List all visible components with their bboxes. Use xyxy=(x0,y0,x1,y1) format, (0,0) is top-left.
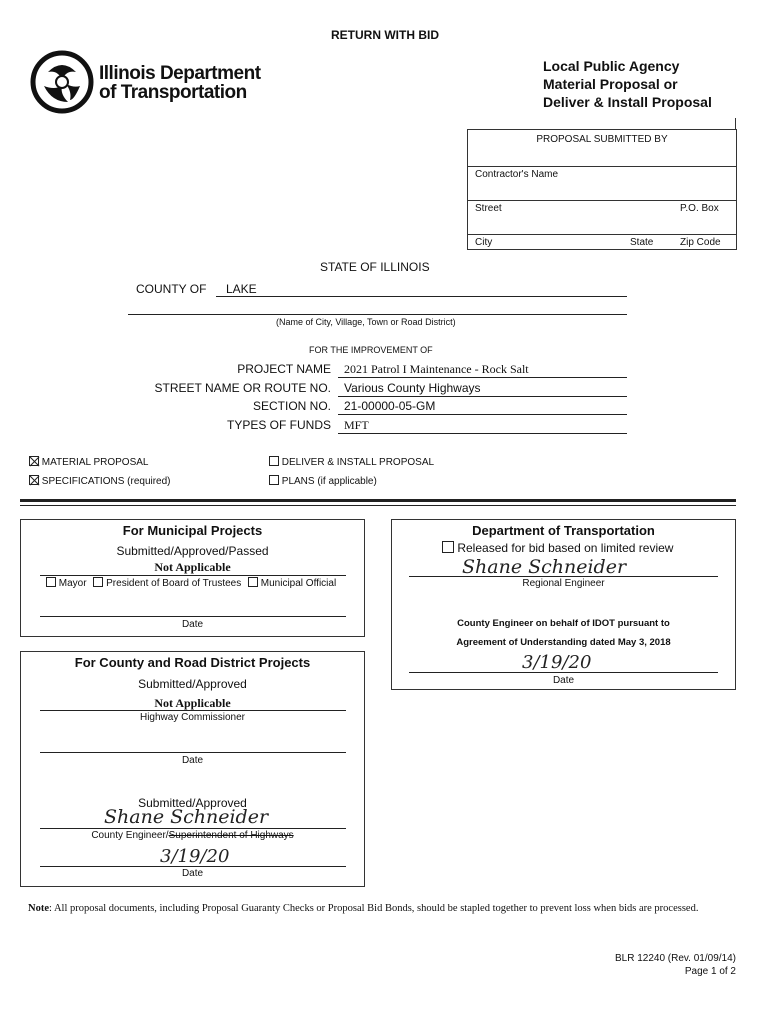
county-date-signature: 3/19/20 xyxy=(160,846,230,867)
highway-commissioner-label: Highway Commissioner xyxy=(139,712,246,723)
street-label: Street xyxy=(475,203,502,214)
county-engineer-idot-line2: Agreement of Understanding dated May 3, 2018 xyxy=(456,637,671,648)
president-checkbox[interactable] xyxy=(93,577,103,587)
state-label: State xyxy=(630,237,654,248)
agency-name-line2: of Transportation xyxy=(99,82,247,103)
municipal-official-checkbox[interactable] xyxy=(248,577,258,587)
agency-name-line1: Illinois Department xyxy=(99,63,261,84)
idot-date-signature: 3/19/20 xyxy=(522,652,592,673)
county-value[interactable]: LAKE xyxy=(226,282,257,296)
county-submitted: Submitted/Approved xyxy=(138,677,247,691)
types-of-funds-label: TYPES OF FUNDS xyxy=(226,418,331,432)
contractor-name-label: Contractor's Name xyxy=(475,169,559,180)
president-label: President of Board of Trustees xyxy=(106,578,242,589)
released-checkbox[interactable] xyxy=(442,541,454,553)
section-no-label: SECTION NO. xyxy=(252,399,331,413)
deliver-install-option[interactable] xyxy=(269,456,434,468)
deliver-install-checkbox[interactable] xyxy=(269,456,279,466)
regional-engineer-signature: Shane Schneider xyxy=(462,556,627,578)
county-engineer-caption xyxy=(20,830,365,841)
specifications-option[interactable] xyxy=(29,475,171,487)
city-label: City xyxy=(475,237,493,248)
material-proposal-checkbox[interactable] xyxy=(29,456,39,466)
improvement-caption: FOR THE IMPROVEMENT OF xyxy=(309,345,433,355)
street-route-value[interactable]: Various County Highways xyxy=(344,381,481,395)
section-divider xyxy=(20,499,736,502)
idot-heading: Department of Transportation xyxy=(472,523,655,538)
released-label: Released for bid based on limited review xyxy=(457,541,674,555)
form-title-line2: Material Proposal or xyxy=(543,76,678,92)
deliver-install-label: DELIVER & INSTALL PROPOSAL xyxy=(281,457,435,468)
proposal-submitted-heading: PROPOSAL SUBMITTED BY xyxy=(536,134,668,145)
county-label: COUNTY OF xyxy=(136,282,207,296)
superintendent-struck: Superintendent of Highways xyxy=(168,830,294,841)
plans-checkbox[interactable] xyxy=(269,475,279,485)
agency-name xyxy=(99,64,261,102)
released-option[interactable] xyxy=(442,541,673,555)
project-name-value[interactable]: 2021 Patrol I Maintenance - Rock Salt xyxy=(344,362,529,376)
municipal-not-applicable: Not Applicable xyxy=(154,560,231,574)
po-box-label: P.O. Box xyxy=(680,203,719,214)
county-heading: For County and Road District Projects xyxy=(74,655,311,670)
county-date-label: Date xyxy=(181,755,204,766)
note-text: : All proposal documents, including Proposal Guaranty Checks or Proposal Bid Bonds, should be stapled together to prevent loss when bids are processed. xyxy=(49,903,699,914)
types-of-funds-value[interactable]: MFT xyxy=(344,418,369,432)
plans-option[interactable] xyxy=(269,475,377,487)
form-title-line3: Deliver & Install Proposal xyxy=(543,94,712,110)
county-engineer-idot-line1: County Engineer on behalf of IDOT pursuant to xyxy=(457,618,670,629)
county-engineer-label: County Engineer/ xyxy=(91,830,169,841)
idot-logo-icon xyxy=(30,50,94,114)
regional-engineer-label: Regional Engineer xyxy=(522,578,605,589)
project-name-label: PROJECT NAME xyxy=(237,362,331,376)
note-label: Note xyxy=(28,903,49,914)
material-proposal-label: MATERIAL PROPOSAL xyxy=(41,457,149,468)
municipal-date-label: Date xyxy=(181,619,204,630)
specifications-label: SPECIFICATIONS (required) xyxy=(41,476,171,487)
county-not-applicable: Not Applicable xyxy=(154,696,231,710)
street-route-label: STREET NAME OR ROUTE NO. xyxy=(154,381,331,395)
note xyxy=(28,901,728,916)
state-of-illinois: STATE OF ILLINOIS xyxy=(320,260,430,274)
section-no-value[interactable]: 21-00000-05-GM xyxy=(344,399,436,413)
page-number: Page 1 of 2 xyxy=(684,966,736,977)
specifications-checkbox[interactable] xyxy=(29,475,39,485)
municipal-heading: For Municipal Projects xyxy=(122,523,263,538)
mayor-label: Mayor xyxy=(58,578,87,589)
municipal-submitted: Submitted/Approved/Passed xyxy=(116,544,269,558)
county-date-label-2: Date xyxy=(181,868,204,879)
mayor-checkbox[interactable] xyxy=(46,577,56,587)
municipal-official-label: Municipal Official xyxy=(260,578,337,589)
idot-date-label: Date xyxy=(552,675,575,686)
proposal-submitted-box xyxy=(467,129,737,250)
material-proposal-option[interactable] xyxy=(29,456,148,468)
name-of-city-caption: (Name of City, Village, Town or Road District) xyxy=(276,317,456,327)
county-engineer-signature: Shane Schneider xyxy=(104,806,269,828)
municipal-signer-options xyxy=(46,577,336,589)
return-with-bid: RETURN WITH BID xyxy=(331,28,439,42)
plans-label: PLANS (if applicable) xyxy=(281,476,377,487)
form-number: BLR 12240 (Rev. 01/09/14) xyxy=(614,953,736,964)
form-title-line1: Local Public Agency xyxy=(543,58,680,74)
county-submitted-2: Submitted/Approved xyxy=(138,796,247,810)
form-title xyxy=(543,57,712,111)
zip-code-label: Zip Code xyxy=(680,237,721,248)
